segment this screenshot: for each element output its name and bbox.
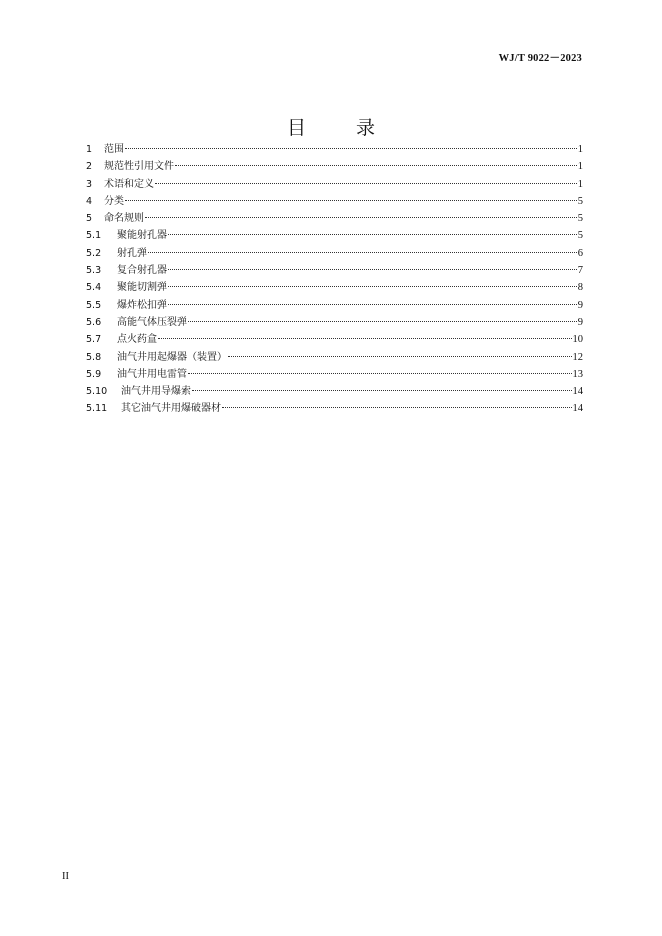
toc-entry[interactable] [86, 176, 583, 193]
toc-entry-page: 13 [572, 368, 583, 380]
toc-entry-title: 聚能切割弹 [117, 282, 167, 294]
toc-entry-title: 规范性引用文件 [104, 161, 174, 173]
toc-entry-page: 8 [577, 282, 583, 294]
toc-entry[interactable] [86, 383, 583, 400]
dot-leader [228, 356, 572, 357]
toc-entry[interactable] [86, 400, 583, 417]
toc-entry[interactable] [86, 227, 583, 244]
toc-entry-title: 术语和定义 [104, 178, 154, 190]
toc-entry-title: 油气井用电雷管 [117, 368, 187, 380]
toc-entry-title: 爆炸松扣弹 [117, 299, 167, 311]
toc-entry-page: 14 [572, 386, 583, 398]
toc-entry-number: 2 [86, 161, 93, 173]
dot-leader [145, 217, 577, 218]
page-title: 目 录 [286, 117, 398, 139]
toc-entry-number: 5.3 [86, 265, 102, 277]
toc-entry[interactable] [86, 349, 583, 366]
toc-entry-title: 油气井用导爆索 [121, 386, 191, 398]
toc-entry-number: 4 [86, 195, 93, 207]
toc-entry-number: 5.4 [86, 282, 102, 294]
toc-entry[interactable] [86, 193, 583, 210]
toc-entry-page: 9 [577, 316, 583, 328]
document-code: WJ/T 9022－2023 [498, 53, 582, 64]
table-of-contents [86, 141, 583, 418]
dot-leader [168, 286, 577, 287]
toc-entry-page: 12 [572, 351, 583, 363]
toc-entry[interactable] [86, 158, 583, 175]
dot-leader [125, 148, 577, 149]
toc-entry-page: 5 [577, 195, 583, 207]
toc-entry-number: 5.9 [86, 368, 102, 380]
toc-entry-number: 1 [86, 144, 93, 155]
toc-entry[interactable] [86, 331, 583, 348]
toc-entry[interactable] [86, 141, 583, 158]
dot-leader [188, 373, 572, 374]
toc-entry[interactable] [86, 262, 583, 279]
dot-leader [125, 200, 577, 201]
toc-entry-page: 9 [577, 299, 583, 311]
toc-entry-number: 5.2 [86, 247, 102, 259]
toc-entry-number: 5.5 [86, 299, 102, 311]
dot-leader [168, 304, 577, 305]
toc-entry-title: 其它油气井用爆破器材 [121, 403, 221, 415]
toc-entry[interactable] [86, 366, 583, 383]
toc-entry-number: 5.11 [86, 403, 108, 415]
toc-entry-page: 5 [577, 213, 583, 225]
dot-leader [155, 183, 577, 184]
toc-entry-title: 点火药盒 [117, 334, 157, 346]
toc-entry-number: 5.8 [86, 351, 102, 363]
toc-entry-page: 7 [577, 265, 583, 277]
dot-leader [158, 338, 572, 339]
toc-entry-number: 5.1 [86, 230, 102, 242]
toc-entry-title: 复合射孔器 [117, 265, 167, 277]
toc-entry-title: 分类 [104, 195, 124, 207]
page-number: II [62, 871, 69, 882]
toc-entry-title: 聚能射孔器 [117, 230, 167, 242]
dot-leader [168, 269, 577, 270]
toc-entry-title: 高能气体压裂弹 [117, 316, 187, 328]
toc-entry[interactable] [86, 314, 583, 331]
toc-entry[interactable] [86, 210, 583, 227]
toc-entry-title: 油气井用起爆器（装置） [117, 351, 227, 363]
toc-entry-page: 10 [572, 334, 583, 346]
toc-entry-title: 命名规则 [104, 213, 144, 225]
toc-entry-title: 射孔弹 [117, 247, 147, 259]
dot-leader [188, 321, 577, 322]
dot-leader [222, 407, 572, 408]
dot-leader [175, 165, 577, 166]
toc-entry-page: 1 [577, 144, 583, 155]
toc-entry[interactable] [86, 245, 583, 262]
dot-leader [192, 390, 572, 391]
toc-entry-number: 5.7 [86, 334, 102, 346]
toc-entry-page: 1 [577, 161, 583, 173]
toc-entry-number: 5.10 [86, 386, 108, 398]
toc-entry-page: 1 [577, 178, 583, 190]
toc-entry-page: 6 [577, 247, 583, 259]
dot-leader [168, 234, 577, 235]
toc-entry-number: 5 [86, 213, 93, 225]
toc-entry-title: 范围 [104, 144, 124, 155]
toc-entry-page: 14 [572, 403, 583, 415]
toc-entry[interactable] [86, 279, 583, 296]
toc-entry[interactable] [86, 297, 583, 314]
toc-entry-number: 5.6 [86, 316, 102, 328]
toc-entry-number: 3 [86, 178, 93, 190]
toc-entry-page: 5 [577, 230, 583, 242]
dot-leader [148, 252, 577, 253]
